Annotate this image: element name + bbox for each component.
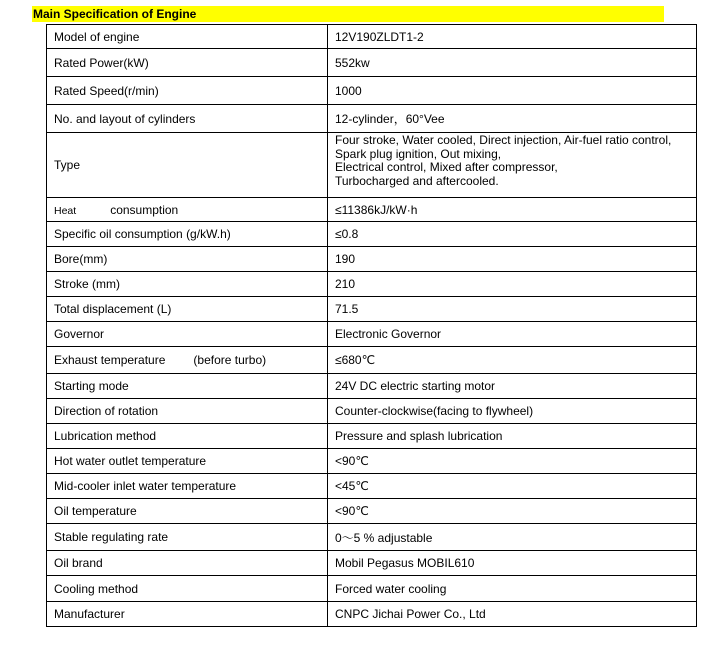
table-row xyxy=(47,247,697,272)
row-value: <90℃ xyxy=(328,499,697,524)
row-value: 12V190ZLDT1-2 xyxy=(328,25,697,49)
row-value: ≤11386kJ/kW·h xyxy=(328,198,697,222)
specification-table xyxy=(46,24,697,627)
row-label: Governor xyxy=(47,322,328,347)
row-value: 12-cylinder，60°Vee xyxy=(328,105,697,133)
row-label: Oil brand xyxy=(47,551,328,576)
row-label: Direction of rotation xyxy=(47,399,328,424)
row-label-part: Exhaust temperature xyxy=(54,353,166,367)
row-label: Oil temperature xyxy=(47,499,328,524)
table-row xyxy=(47,474,697,499)
table-row xyxy=(47,133,697,198)
row-value: 210 xyxy=(328,272,697,297)
row-label: Cooling method xyxy=(47,576,328,602)
row-label: Model of engine xyxy=(47,25,328,49)
row-label: Hot water outlet temperature xyxy=(47,449,328,474)
row-label: Rated Speed(r/min) xyxy=(47,77,328,105)
table-row xyxy=(47,222,697,247)
row-label-part: consumption xyxy=(110,202,179,217)
row-label: Mid-cooler inlet water temperature xyxy=(47,474,328,499)
table-row xyxy=(47,424,697,449)
row-value: Mobil Pegasus MOBIL610 xyxy=(328,551,697,576)
table-row xyxy=(47,576,697,602)
table-row xyxy=(47,602,697,627)
table-row xyxy=(47,25,697,49)
row-value: CNPC Jichai Power Co., Ltd xyxy=(328,602,697,627)
row-value: Electronic Governor xyxy=(328,322,697,347)
row-label: Type xyxy=(47,133,328,198)
row-value: ≤680℃ xyxy=(328,347,697,374)
row-value: 0～5 % adjustable xyxy=(328,524,697,551)
page-title: Main Specification of Engine xyxy=(32,6,664,22)
row-label: Stroke (mm) xyxy=(47,272,328,297)
table-row xyxy=(47,551,697,576)
row-label xyxy=(47,347,328,374)
row-label: Starting mode xyxy=(47,374,328,399)
row-value xyxy=(328,133,697,198)
row-label: Stable regulating rate xyxy=(47,524,328,551)
table-row xyxy=(47,347,697,374)
row-label: Manufacturer xyxy=(47,602,328,627)
table-row xyxy=(47,198,697,222)
table-row xyxy=(47,449,697,474)
type-line: Four stroke, Water cooled, Direct injection, Air-fuel ratio control, xyxy=(335,133,672,147)
row-label-part: Heat xyxy=(54,204,77,217)
row-value: 71.5 xyxy=(328,297,697,322)
row-value: ≤0.8 xyxy=(328,222,697,247)
type-line: Electrical control, Mixed after compressor, xyxy=(335,160,558,174)
row-label: Specific oil consumption (g/kW.h) xyxy=(47,222,328,247)
table-row xyxy=(47,272,697,297)
row-label: Lubrication method xyxy=(47,424,328,449)
table-row xyxy=(47,499,697,524)
row-value: <45℃ xyxy=(328,474,697,499)
row-value: 1000 xyxy=(328,77,697,105)
row-value: <90℃ xyxy=(328,449,697,474)
table-row xyxy=(47,105,697,133)
table-row xyxy=(47,399,697,424)
type-line: Spark plug ignition, Out mixing, xyxy=(335,146,502,161)
row-value: 190 xyxy=(328,247,697,272)
table-row xyxy=(47,374,697,399)
row-label: Total displacement (L) xyxy=(47,297,328,322)
table-row xyxy=(47,297,697,322)
table-row xyxy=(47,524,697,551)
row-value: 24V DC electric starting motor xyxy=(328,374,697,399)
table-row xyxy=(47,49,697,77)
row-value: Forced water cooling xyxy=(328,576,697,602)
table-row xyxy=(47,77,697,105)
row-label: No. and layout of cylinders xyxy=(47,105,328,133)
row-label-part: (before turbo) xyxy=(193,353,267,367)
type-line: Turbocharged and aftercooled. xyxy=(335,173,499,188)
row-value: Pressure and splash lubrication xyxy=(328,424,697,449)
row-label: Bore(mm) xyxy=(47,247,328,272)
row-value: 552kw xyxy=(328,49,697,77)
row-label: Rated Power(kW) xyxy=(47,49,328,77)
row-label xyxy=(47,198,328,222)
row-value: Counter-clockwise(facing to flywheel) xyxy=(328,399,697,424)
table-row xyxy=(47,322,697,347)
